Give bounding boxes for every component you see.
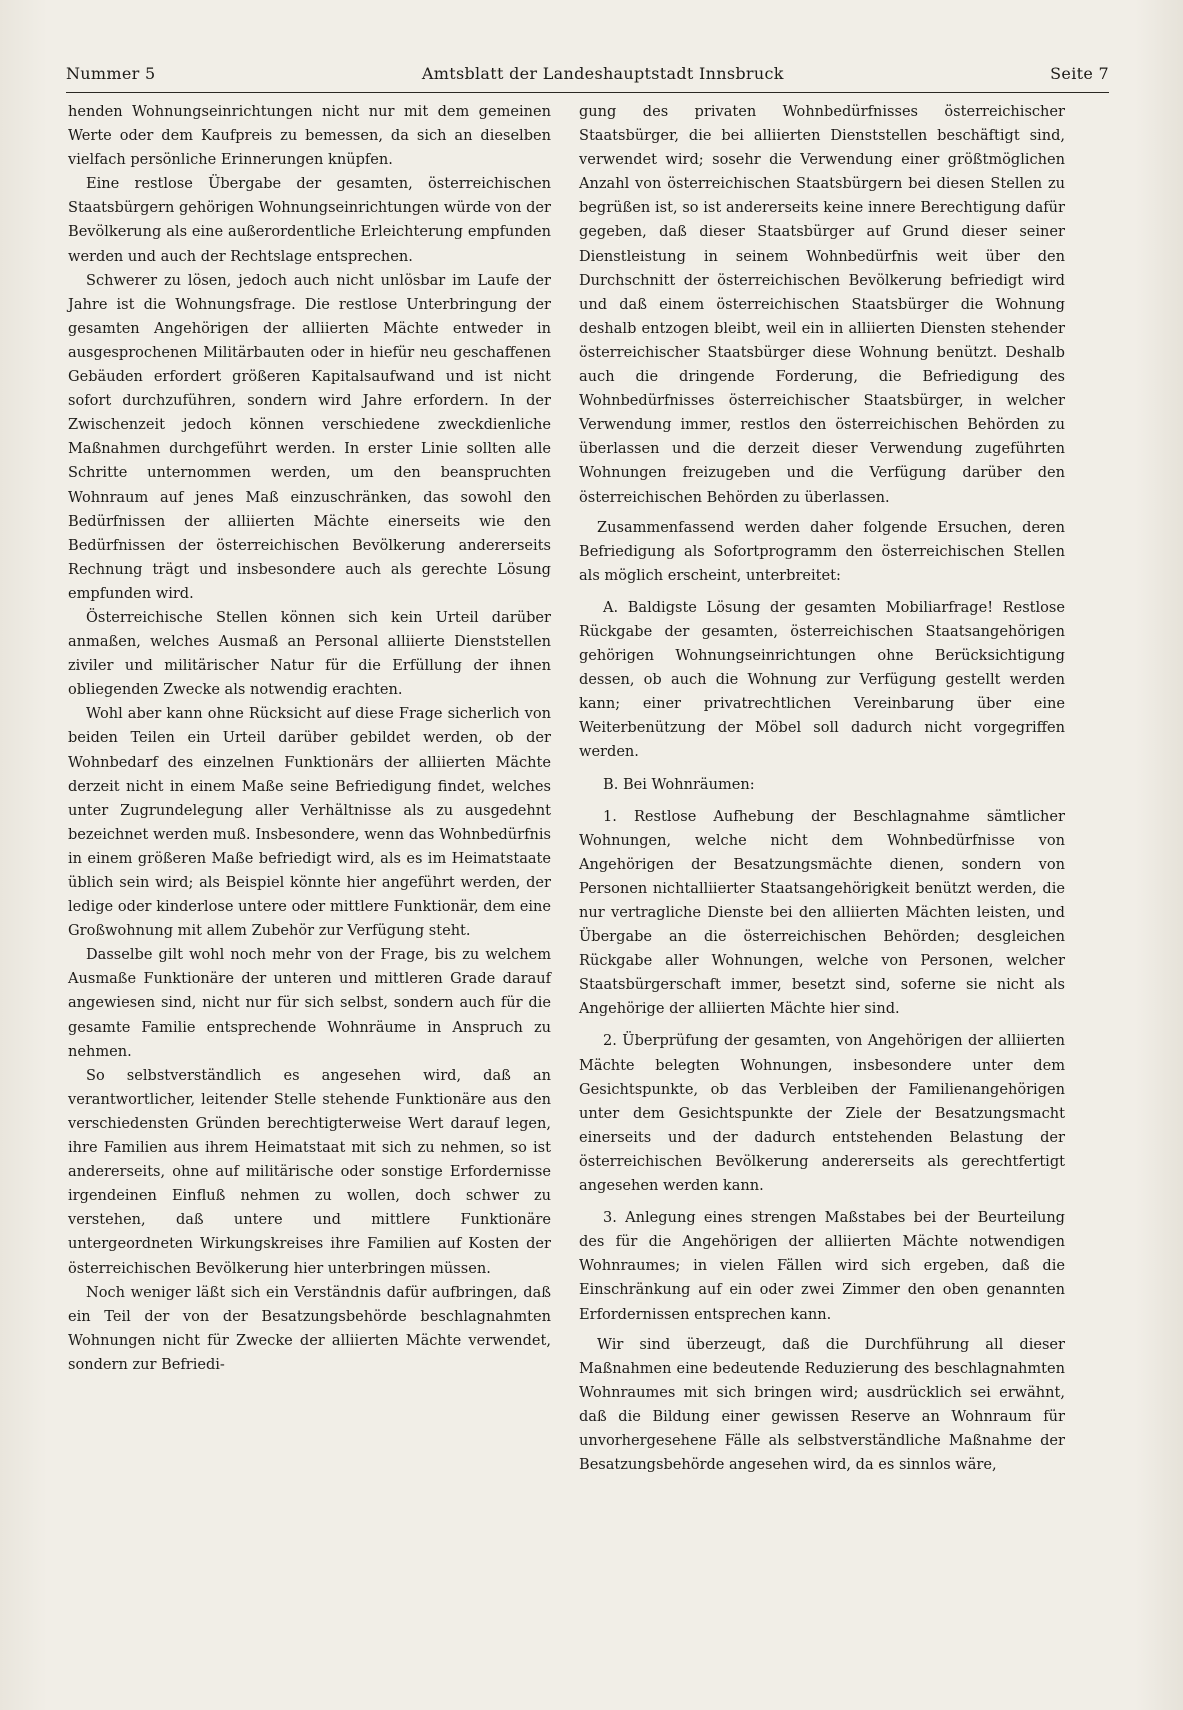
page-header [66,64,1109,90]
list-item: 1. Restlose Aufhebung der Beschlagnahme sämtlicher Wohnungen, welche nicht dem Wohnbedürfnisse von Angehörigen der Besatzungsmächte dienen, sondern von Personen nichtalliierter Staatsangehörigkeit benützt werden, die nur vertragliche Dienste bei den alliierten Mächten leisten, und Übergabe an die österreichischen Behörden; desgleichen Rückgabe aller Wohnungen, welche von Personen, welcher Staatsbürgerschaft immer, besetzt sind, soferne sie nicht als Angehörige der alliierten Mächte hier sind. [579,807,1065,1018]
section-b-heading: B. Bei Wohnräumen: [603,775,755,793]
paragraph: So selbstverständlich es angesehen wird, daß an verantwortlicher, leitender Stelle stehende Funktionäre aus den verschiedensten Gründen berechtigterweise Wert darauf legen, ihre Familien aus ihrem Heimatstaat mit sich zu nehmen, so ist andererseits, ohne auf militärische oder sonstige Erfordernisse irgendeinen Einfluß nehmen zu wollen, doch schwer zu verstehen, daß untere und mittlere Funktionäre untergeordneten Wirkungskreises ihre Familien auf Kosten der österreichischen Bevölkerung hier unterbringen müssen. [68,1066,551,1277]
summary-paragraph: Zusammenfassend werden daher folgende Ersuchen, deren Befriedigung als Sofortprogramm den österreichischen Stellen als möglich erscheint, unterbreitet: [579,518,1065,584]
paragraph: Eine restlose Übergabe der gesamten, österreichischen Staatsbürgern gehörigen Wohnungseinrichtungen würde von der Bevölkerung als eine außerordentliche Erleichterung empfunden werden und auch der Rechtslage entsprechen. [68,175,551,265]
paragraph: gung des privaten Wohnbedürfnisses österreichischer Staatsbürger, die bei alliierten Dienststellen beschäftigt sind, verwendet wird; sosehr die Verwendung einer größtmöglichen Anzahl von österreichischen Staatsbürgern bei diesen Stellen zu begrüßen ist, so ist andererseits keine innere Berechtigung dafür gegeben, daß dieser Staatsbürger auf Grund dieser seiner Dienstleistung in seinem Wohnbedürfnis weit über den Durchschnitt der österreichischen Bevölkerung befriedigt wird und daß einem österreichischen Staatsbürger die Wohnung deshalb entzogen bleibt, weil ein in alliierten Diensten stehender österreichischer Staatsbürger diese Wohnung benützt. Deshalb auch die dringende Forderung, die Befriedigung des Wohnbedürfnisses österreichischer Staatsbürger, in welcher Verwendung immer, restlos den österreichischen Behörden zu überlassen und die derzeit dieser Verwendung zugeführten Wohnungen freizugeben und die Verfügung darüber den österreichischen Behörden zu überlassen. [579,103,1065,506]
closing-paragraph: Wir sind überzeugt, daß die Durchführung all dieser Maßnahmen eine bedeutende Reduzierung des beschlagnahmten Wohnraumes mit sich bringen wird; ausdrücklich sei erwähnt, daß die Bildung einer gewissen Reserve an Wohnraum für unvorhergesehene Fälle als selbstverständliche Maßnahme der Besatzungsbehörde angesehen wird, da es sinnlos wäre, [579,1335,1065,1474]
paragraph: Noch weniger läßt sich ein Verständnis dafür aufbringen, daß ein Teil der von der Besatzungsbehörde beschlagnahmten Wohnungen nicht für Zwecke der alliierten Mächte verwendet, sondern zur Befriedi- [68,1283,551,1373]
paragraph: henden Wohnungseinrichtungen nicht nur mit dem gemeinen Werte oder dem Kaufpreis zu bemessen, da sich an dieselben vielfach persönliche Erinnerungen knüpfen. [68,103,551,169]
left-column [68,100,551,1377]
header-rule [66,92,1109,93]
list-item: 2. Überprüfung der gesamten, von Angehörigen der alliierten Mächte belegten Wohnungen, insbesondere unter dem Gesichtspunkte, ob das Verbleiben der Familienangehörigen unter dem Gesichtspunkte der Ziele der Besatzungsmacht einerseits und der dadurch entstehenden Belastung der österreichischen Bevölkerung andererseits als gerechtfertigt angesehen werden kann. [579,1032,1065,1195]
paragraph: Wohl aber kann ohne Rücksicht auf diese Frage sicherlich von beiden Teilen ein Urteil darüber gebildet werden, ob der Wohnbedarf des einzelnen Funktionärs der alliierten Mächte derzeit nicht in einem Maße seine Befriedigung findet, welches unter Zugrundelegung aller Verhältnisse als zu ausgedehnt bezeichnet werden muß. Insbesondere, wenn das Wohnbedürfnis in einem größeren Maße befriedigt wird, als es im Heimatstaate üblich sein wird; als Beispiel könnte hier angeführt werden, der ledige oder kinderlose untere oder mittlere Funktionär, dem eine Großwohnung mit allem Zubehör zur Verfügung steht. [68,705,551,940]
paragraph: Österreichische Stellen können sich kein Urteil darüber anmaßen, welches Ausmaß an Personal alliierte Dienststellen ziviler und militärischer Natur für die Erfüllung der ihnen obliegenden Zwecke als notwendig erachten. [68,608,551,699]
issue-number: Nummer 5 [66,64,156,83]
right-column [579,100,1065,1477]
paragraph: Dasselbe gilt wohl noch mehr von der Frage, bis zu welchem Ausmaße Funktionäre der unteren und mittleren Grade darauf angewiesen sind, nicht nur für sich selbst, sondern auch für die gesamte Familie entsprechende Wohnräume in Anspruch zu nehmen. [68,946,551,1060]
page-number: Seite 7 [1050,64,1109,83]
section-a: A. Baldigste Lösung der gesamten Mobiliarfrage! Restlose Rückgabe der gesamten, österreichischen Staatsangehörigen gehörigen Wohnungseinrichtungen ohne Berücksichtigung dessen, ob auch die Wohnung zur Verfügung gestellt werden kann; einer privatrechtlichen Vereinbarung über eine Weiterbenützung der Möbel soll dadurch nicht vorgegriffen werden. [579,598,1065,761]
publication-title: Amtsblatt der Landeshauptstadt Innsbruck [421,64,784,83]
list-item: 3. Anlegung eines strengen Maßstabes bei der Beurteilung des für die Angehörigen der alliierten Mächte notwendigen Wohnraumes; in vielen Fällen wird sich ergeben, daß die Einschränkung auf ein oder zwei Zimmer den oben genannten Erfordernissen entsprechen kann. [579,1209,1065,1323]
paragraph: Schwerer zu lösen, jedoch auch nicht unlösbar im Laufe der Jahre ist die Wohnungsfrage. Die restlose Unterbringung der gesamten Angehörigen der alliierten Mächte entweder in ausgesprochenen Militärbauten oder in hiefür neu geschaffenen Gebäuden erfordert größeren Kapitalsaufwand und ist nicht sofort durchzuführen, sondern wird Jahre erfordern. In der Zwischenzeit jedoch können verschiedene zweckdienliche Maßnahmen durchgeführt werden. In erster Linie sollten alle Schritte unternommen werden, um den beanspruchten Wohnraum auf jenes Maß einzuschränken, das sowohl den Bedürfnissen der alliierten Mächte einerseits wie den Bedürfnissen der österreichischen Bevölkerung andererseits Rechnung trägt und insbesondere auch als gerechte Lösung empfunden wird. [68,271,551,602]
